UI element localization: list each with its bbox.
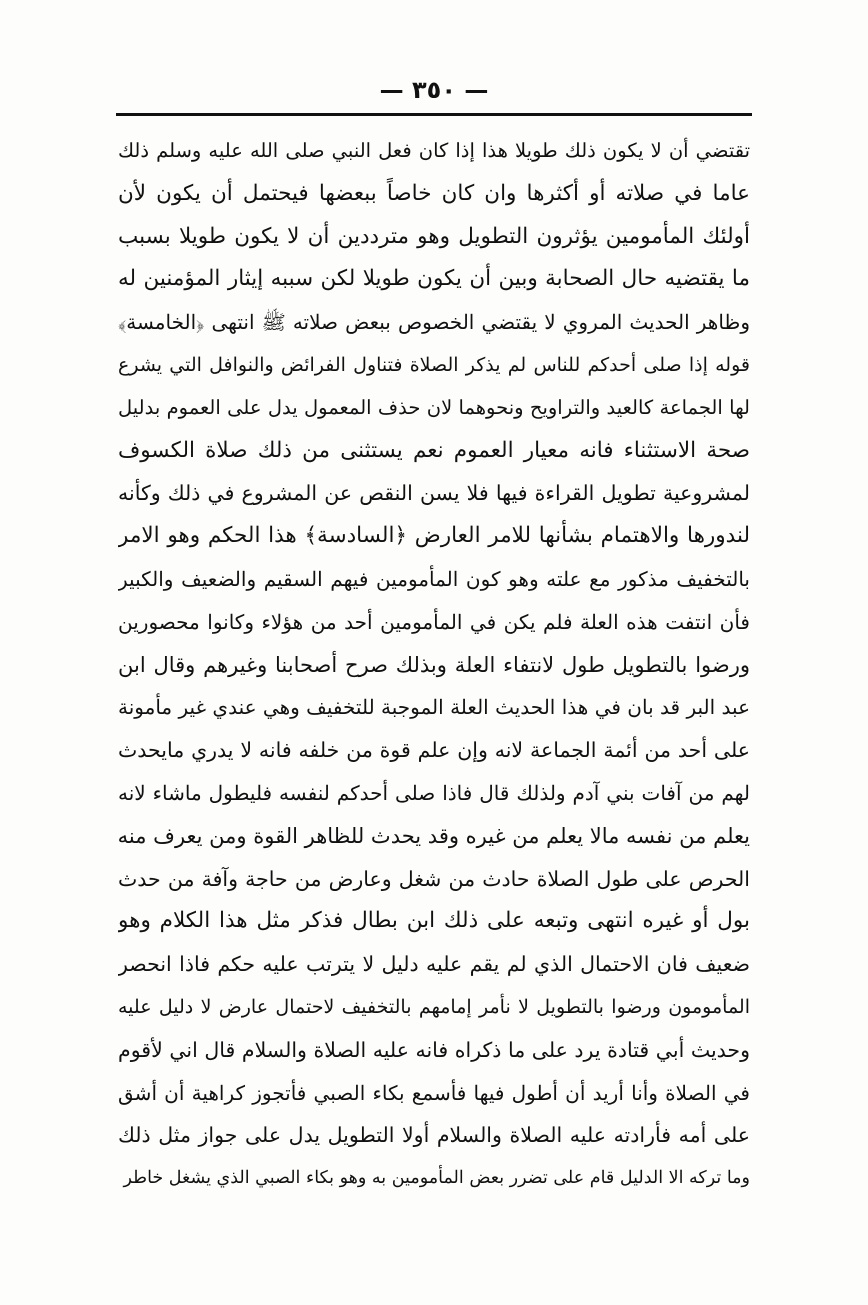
text-line: فأن انتفت هذه العلة فلم يكن في المأمومين أحد من هؤلاء وكانوا محصورين xyxy=(118,609,750,634)
text-line: لمشروعية تطويل القراءة فيها فلا يسن النقص عن المشروع في ذلك وكأنه xyxy=(118,481,750,506)
text-line: ضعيف فان الاحتمال الذي لم يقم عليه دليل لا يترتب عليه حكم فاذا انحصر xyxy=(118,952,750,977)
text-line: على أحد من أئمة الجماعة لانه وإن علم قوة من خلفه فانه لا يدري مايحدث xyxy=(118,738,750,763)
text-line: على أمه فأرادته عليه الصلاة والسلام أولا التطويل يدل على جواز مثل ذلك xyxy=(118,1123,750,1148)
text-line: تقتضي أن لا يكون ذلك طويلا هذا إذا كان فعل النبي صلى الله عليه وسلم ذلك xyxy=(118,139,750,162)
text-line: لها الجماعة كالعيد والتراويح ونحوهما لان حذف المعمول يدل على العموم بدليل xyxy=(118,395,750,419)
page-number: — ٣٥٠ — xyxy=(379,76,489,104)
text-line: لندورها والاهتمام بشأنها للامر العارض ﴿السادسة﴾ هذا الحكم وهو الامر xyxy=(118,523,750,549)
text-line: المأمومون ورضوا بالتطويل لا نأمر إمامهم بالتخفيف لاحتمال عارض لا دليل عليه xyxy=(118,995,750,1018)
text-line: بول أو غيره انتهى وتبعه على ذلك ابن بطال فذكر مثل هذا الكلام وهو xyxy=(118,908,750,934)
text-line: عبد البر قد بان في هذا الحديث العلة الموجبة للتخفيف وهي عندي غير مأمونة xyxy=(118,695,750,720)
text-line: بالتخفيف مذكور مع علته وهو كون المأمومين فيهم السقيم والضعيف والكبير xyxy=(118,566,750,591)
text-line: أولئك المأمومين يؤثرون التطويل وهو مترددين أن لا يكون طويلا بسبب xyxy=(118,223,750,249)
text-line: لهم من آفات بني آدم ولذلك قال فاذا صلى أحدكم لنفسه فليطول ماشاء لانه xyxy=(118,780,750,805)
text-line: عاما في صلاته أو أكثرها وان كان خاصاً ببعضها فيحتمل أن يكون لأن xyxy=(118,180,750,206)
text-line: يعلم من نفسه مالا يعلم من غيره وقد يحدث للظاهر القوة ومن يعرف منه xyxy=(118,823,750,848)
page-body xyxy=(118,130,750,1200)
text-line: وما تركه الا الدليل قام على تضرر بعض المأمومين به وهو بكاء الصبي الذي يشغل خاطر xyxy=(123,1168,750,1189)
text-line: ورضوا بالتطويل طول لانتفاء العلة وبذلك صرح أصحابنا وغيرهم وقال ابن xyxy=(118,652,750,677)
text-line: قوله إذا صلى أحدكم للناس لم يذكر الصلاة فتناول الفرائض والنوافل التي يشرع xyxy=(118,353,750,376)
text-line: في الصلاة وأنا أريد أن أطول فيها فأسمع بكاء الصبي فأتجوز كراهية أن أشق xyxy=(118,1080,750,1105)
text-line: وظاهر الحديث المروي لا يقتضي الخصوص ببعض صلاته ﷺ انتهى ﴿الخامسة﴾ xyxy=(118,310,750,335)
text-line: الحرص على طول الصلاة حادث من شغل وعارض من حاجة وآفة من حدث xyxy=(118,866,750,891)
text-line: ما يقتضيه حال الصحابة وبين أن يكون طويلا لكن سببه إيثار المؤمنين له xyxy=(118,266,750,292)
header-rule xyxy=(116,113,752,116)
text-line: صحة الاستثناء فانه معيار العموم نعم يستثنى من ذلك صلاة الكسوف xyxy=(118,437,750,463)
text-line: وحديث أبي قتادة يرد على ما ذكراه فانه عليه الصلاة والسلام قال اني لأقوم xyxy=(118,1037,750,1062)
